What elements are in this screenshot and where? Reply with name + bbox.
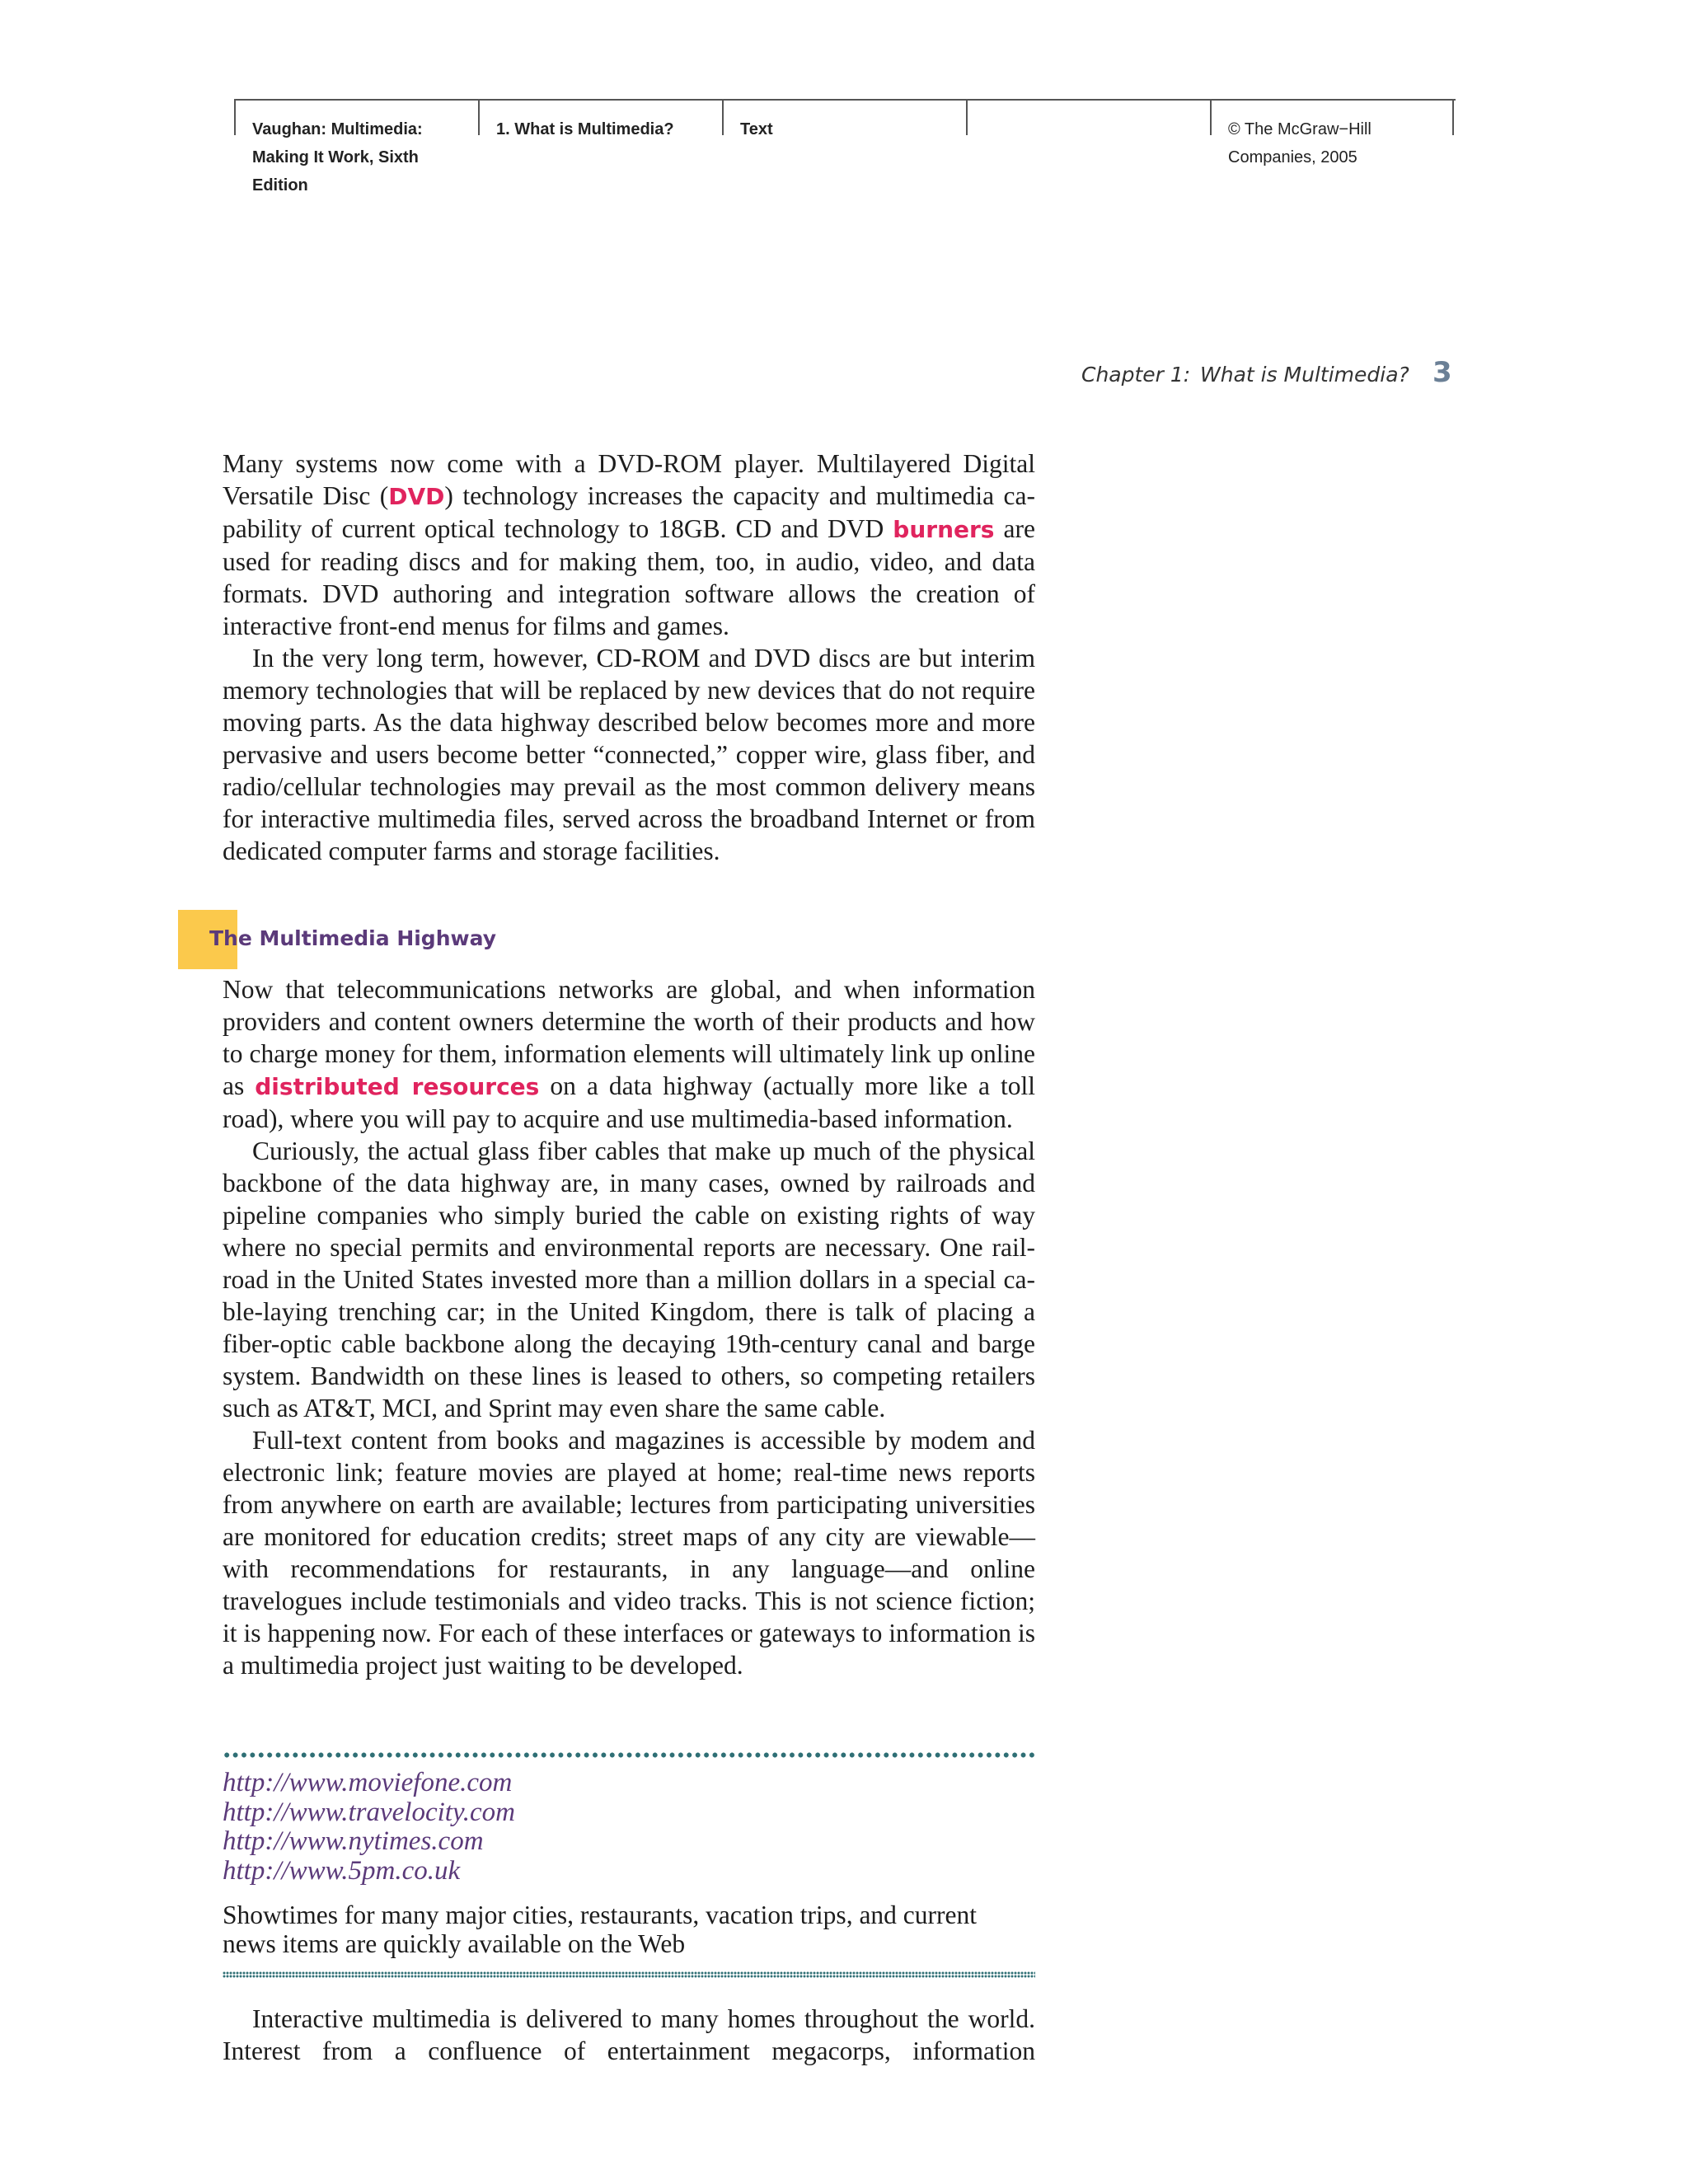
body-column-top [223,448,1035,867]
web-box-bottom-rule [223,1971,1035,1978]
web-links-list [223,1769,515,1886]
header-book-title: Vaughan: Multimedia: Making It Work, Sixth Edition [252,120,423,194]
web-link[interactable]: http://www.moviefone.com [223,1768,513,1797]
document-header-table [234,99,1456,194]
paragraph-text: Now that telecommunications networks are global, and when information providers and content owners determine the worth of their products and how to charge money for them, information elements will ultimately link up online as [223,975,1035,1100]
paragraph-interactive: Interactive multimedia is delivered to many homes throughout the world. Interest from a confluence of entertainment megacorps, information [223,2004,1035,2065]
web-box-top-rule [223,1752,1035,1758]
key-term-dvd: DVD [388,483,445,510]
key-term-distributed-resources: distributed resources [255,1073,540,1100]
web-link[interactable]: http://www.travelocity.com [223,1797,516,1827]
paragraph-long-term: In the very long term, however, CD-ROM and DVD discs are but interim memory technologies that will be replaced by new devices that do not require moving parts. As the data highway described below becomes more and more pervasive and users become better “connected,” copper wire, glass fiber, and radio/cellular technologies may prevail as the most common delivery means for interactive multimedia files, served across the broadband Internet or from dedicated computer farms and storage facilities. [223,644,1035,865]
header-cell-copyright [1210,101,1454,166]
paragraph-text: are used for reading discs and for making them, too, in audio, video, and data formats. DVD authoring and integration software allows the creation of interactive front-end menus for films and games. [223,514,1036,640]
header-chapter: 1. What is Multimedia? [496,120,674,138]
paragraph-text: ) technology increases the capacity and multimedia capability of current optical technology to 18GB. CD and DVD [223,481,1036,543]
key-term-burners: burners [893,516,995,543]
paragraph-text: Many systems now come with a DVD-ROM player. Multilayered Digital Versatile Disc ( [223,449,1035,510]
header-cell-section [722,101,966,138]
header-cell-chapter [478,101,722,138]
header-copyright: © The McGraw−Hill Companies, 2005 [1228,120,1372,166]
web-box-caption: Showtimes for many major cities, restaurants, vacation trips, and current news items are quickly available on the Web [223,1900,977,1958]
header-section: Text [740,120,773,138]
page-number: 3 [1432,356,1452,389]
paragraph-glass-fiber: Curiously, the actual glass fiber cables that make up much of the physical backbone of the data highway are, in many cases, owned by railroads and pipeline companies who simply buried the cable on existing rights of way where no special permits and environmental reports are necessary. One railroad in the United States invested more than a million dollars in a special cable-laying trenching car; in the United Kingdom, there is talk of placing a fiber-optic cable backbone along the decaying 19th-century canal and barge system. Bandwidth on these lines is leased to others, so competing retailers such as AT&T, MCI, and Sprint may even share the same cable. [223,1137,1035,1422]
web-link[interactable]: http://www.nytimes.com [223,1826,484,1856]
header-cell-book-title [234,101,478,194]
running-head-chapter: Chapter 1: [1081,363,1191,387]
header-cell-empty [966,101,1210,135]
section-heading: The Multimedia Highway [209,926,496,950]
running-head-title: What is Multimedia? [1200,363,1409,387]
body-column-middle [223,973,1035,1681]
body-column-bottom [223,2003,1035,2067]
web-link[interactable]: http://www.5pm.co.uk [223,1855,461,1886]
paragraph-networks [223,973,1035,1135]
paragraph-full-text: Full-text content from books and magazines is accessible by modem and electronic link; feature movies are played at home; real-time news reports from anywhere on earth are available; lectures from participating universities are monitored for education credits; street maps of any city are viewable—with recommendations for restaurants, in any language—and online travelogues include testimonials and video tracks. This is not science fiction; it is happening now. For each of these interfaces or gateways to information is a multimedia project just waiting to be developed. [223,1426,1035,1680]
paragraph-text: on a data highway (actually more like a toll road), where you will pay to acquire and use multimedia-based information. [223,1071,1036,1133]
running-head [1081,363,1461,396]
paragraph-dvd [223,448,1035,642]
